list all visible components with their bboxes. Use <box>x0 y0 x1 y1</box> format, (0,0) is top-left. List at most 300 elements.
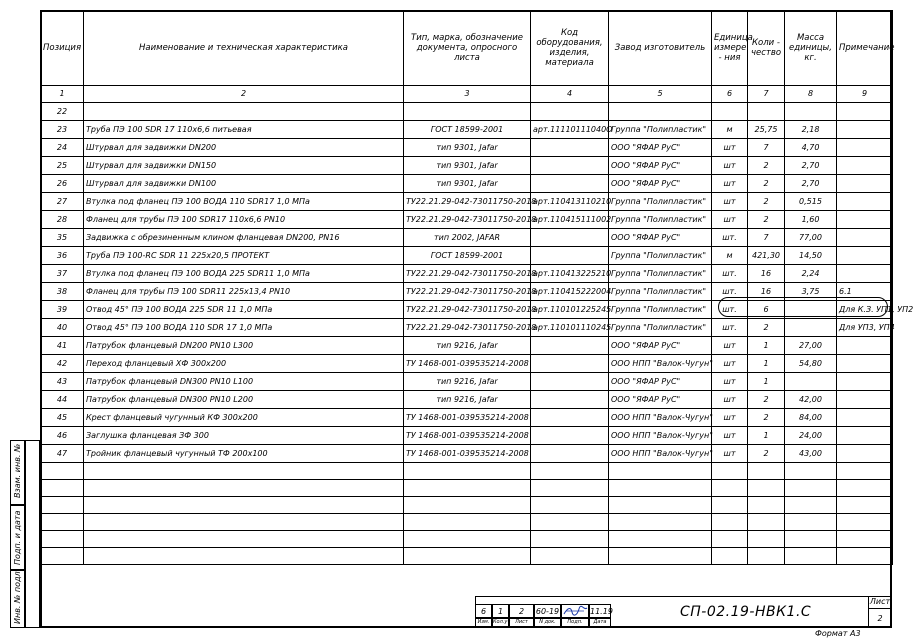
cell-pos: 47 <box>41 445 84 463</box>
column-number: 4 <box>531 86 609 103</box>
cell-code <box>531 175 609 193</box>
cell-name: Штурвал для задвижки DN100 <box>84 175 404 193</box>
cell-maker: ООО НПП "Валок-Чугун" <box>609 427 712 445</box>
side-stamp-value-column <box>25 440 40 628</box>
cell-qty: 2 <box>748 409 785 427</box>
cell-code: арт.110413110210 <box>531 193 609 211</box>
header-position: Позиция <box>41 11 84 86</box>
cell-type: тип 9216, Jafar <box>404 337 531 355</box>
cell-qty: 2 <box>748 175 785 193</box>
tb-list-label: Лист <box>509 618 534 628</box>
cell-mass: 2,18 <box>785 121 837 139</box>
cell-pos: 28 <box>41 211 84 229</box>
cell-type: ТУ 1468-001-039535214-2008 <box>404 427 531 445</box>
cell-type: ТУ22.21.29-042-73011750-2018 <box>404 193 531 211</box>
empty-cell <box>748 531 785 548</box>
cell-maker <box>609 103 712 121</box>
empty-cell <box>785 514 837 531</box>
table-row <box>41 373 893 391</box>
cell-pos: 43 <box>41 373 84 391</box>
cell-unit: шт. <box>712 283 748 301</box>
cell-name: Фланец для трубы ПЭ 100 SDR17 110х6,6 PN10 <box>84 211 404 229</box>
empty-row <box>41 531 893 548</box>
cell-unit: шт <box>712 193 748 211</box>
cell-note <box>837 265 893 283</box>
cell-unit: шт <box>712 355 748 373</box>
cell-pos: 27 <box>41 193 84 211</box>
cell-name: Втулка под фланец ПЭ 100 ВОДА 225 SDR11 1,0 МПа <box>84 265 404 283</box>
cell-unit: м <box>712 247 748 265</box>
cell-note <box>837 409 893 427</box>
cell-type: ТУ 1468-001-039535214-2008 <box>404 409 531 427</box>
cell-qty: 1 <box>748 337 785 355</box>
cell-type: ТУ 1468-001-039535214-2008 <box>404 445 531 463</box>
empty-cell <box>748 463 785 480</box>
cell-maker: Группа "Полипластик" <box>609 301 712 319</box>
cell-unit: шт. <box>712 301 748 319</box>
cell-mass: 2,70 <box>785 157 837 175</box>
table-row <box>41 319 893 337</box>
cell-name: Труба ПЭ 100-RC SDR 11 225х20,5 ПРОТЕКТ <box>84 247 404 265</box>
cell-code: арт.110413225210 <box>531 265 609 283</box>
header-row <box>41 11 893 86</box>
cell-pos: 40 <box>41 319 84 337</box>
cell-code: арт.110101225245 <box>531 301 609 319</box>
cell-unit: шт <box>712 409 748 427</box>
table-row <box>41 445 893 463</box>
empty-cell <box>785 531 837 548</box>
tb-date-label: Дата <box>589 618 611 628</box>
empty-cell <box>84 514 404 531</box>
column-number: 9 <box>837 86 893 103</box>
cell-code <box>531 229 609 247</box>
empty-cell <box>404 514 531 531</box>
empty-cell <box>84 531 404 548</box>
table-row <box>41 337 893 355</box>
cell-unit: шт <box>712 337 748 355</box>
cell-mass: 14,50 <box>785 247 837 265</box>
cell-maker: Группа "Полипластик" <box>609 247 712 265</box>
cell-code <box>531 103 609 121</box>
cell-pos: 42 <box>41 355 84 373</box>
empty-cell <box>531 531 609 548</box>
cell-type: тип 9216, Jafar <box>404 391 531 409</box>
cell-code: арт.110415111002 <box>531 211 609 229</box>
header-maker: Завод изготовитель <box>609 11 712 86</box>
cell-note <box>837 247 893 265</box>
cell-pos: 37 <box>41 265 84 283</box>
empty-cell <box>84 548 404 565</box>
cell-qty: 421,30 <box>748 247 785 265</box>
column-number: 5 <box>609 86 712 103</box>
cell-name: Втулка под фланец ПЭ 100 ВОДА 110 SDR17 1,0 МПа <box>84 193 404 211</box>
table-row <box>41 211 893 229</box>
cell-qty: 1 <box>748 355 785 373</box>
empty-row <box>41 548 893 565</box>
cell-type: ТУ 1468-001-039535214-2008 <box>404 355 531 373</box>
cell-qty <box>748 103 785 121</box>
empty-cell <box>748 514 785 531</box>
column-number-row <box>41 86 893 103</box>
format-label: Формат А3 <box>815 629 861 638</box>
cell-qty: 6 <box>748 301 785 319</box>
empty-cell <box>785 480 837 497</box>
cell-note <box>837 373 893 391</box>
cell-type: ГОСТ 18599-2001 <box>404 247 531 265</box>
empty-cell <box>609 548 712 565</box>
empty-cell <box>609 514 712 531</box>
cell-note <box>837 193 893 211</box>
table-row <box>41 139 893 157</box>
cell-qty: 2 <box>748 211 785 229</box>
empty-cell <box>531 480 609 497</box>
cell-unit: шт <box>712 175 748 193</box>
table-row <box>41 121 893 139</box>
empty-cell <box>748 480 785 497</box>
cell-pos: 22 <box>41 103 84 121</box>
cell-pos: 25 <box>41 157 84 175</box>
cell-type: ТУ22.21.29-042-73011750-2018 <box>404 283 531 301</box>
empty-cell <box>404 463 531 480</box>
cell-maker: Группа "Полипластик" <box>609 121 712 139</box>
column-number: 8 <box>785 86 837 103</box>
empty-cell <box>41 531 84 548</box>
side-stamp-inv: Инв. № подл. <box>13 568 22 624</box>
cell-name: Отвод 45° ПЭ 100 ВОДА 225 SDR 11 1,0 МПа <box>84 301 404 319</box>
cell-mass: 42,00 <box>785 391 837 409</box>
cell-qty: 2 <box>748 319 785 337</box>
tb-podp-label: Подп. <box>561 618 589 628</box>
empty-cell <box>41 497 84 514</box>
cell-name: Штурвал для задвижки DN200 <box>84 139 404 157</box>
empty-cell <box>609 497 712 514</box>
empty-row <box>41 497 893 514</box>
table-row <box>41 409 893 427</box>
cell-code <box>531 337 609 355</box>
cell-pos: 38 <box>41 283 84 301</box>
empty-cell <box>712 497 748 514</box>
tb-izm-value: 6 <box>475 604 492 618</box>
cell-name: Задвижка с обрезиненным клином фланцевая DN200, PN16 <box>84 229 404 247</box>
empty-cell <box>609 463 712 480</box>
table-row <box>41 355 893 373</box>
cell-code <box>531 157 609 175</box>
empty-row <box>41 514 893 531</box>
cell-code: арт.11110111040О <box>531 121 609 139</box>
cell-maker: ООО НПП "Валок-Чугун" <box>609 445 712 463</box>
cell-mass: 54,80 <box>785 355 837 373</box>
cell-qty: 7 <box>748 139 785 157</box>
cell-qty: 2 <box>748 157 785 175</box>
cell-maker: Группа "Полипластик" <box>609 319 712 337</box>
cell-type: тип 2002, JAFAR <box>404 229 531 247</box>
cell-mass <box>785 373 837 391</box>
cell-note <box>837 175 893 193</box>
cell-maker: ООО "ЯФАР РуС" <box>609 175 712 193</box>
cell-maker: ООО НПП "Валок-Чугун" <box>609 355 712 373</box>
cell-pos: 23 <box>41 121 84 139</box>
column-number: 6 <box>712 86 748 103</box>
side-stamp-podp: Подп. и дата <box>13 510 22 565</box>
cell-name: Штурвал для задвижки DN150 <box>84 157 404 175</box>
cell-pos: 35 <box>41 229 84 247</box>
cell-note <box>837 337 893 355</box>
revision-cloud <box>718 297 888 317</box>
side-stamp-vzam: Взам. инв. № <box>13 443 22 498</box>
cell-unit: шт <box>712 157 748 175</box>
empty-cell <box>837 531 893 548</box>
header-qty: Коли - чество <box>748 11 785 86</box>
cell-qty: 1 <box>748 373 785 391</box>
empty-cell <box>785 463 837 480</box>
cell-pos: 39 <box>41 301 84 319</box>
cell-note <box>837 103 893 121</box>
cell-type <box>404 103 531 121</box>
tb-ndok-value: 60-19 <box>534 604 561 618</box>
tb-sheet-number: 2 <box>868 608 892 628</box>
empty-cell <box>41 548 84 565</box>
empty-cell <box>712 480 748 497</box>
table-row <box>41 427 893 445</box>
cell-qty: 2 <box>748 193 785 211</box>
cell-pos: 26 <box>41 175 84 193</box>
cell-type: ГОСТ 18599-2001 <box>404 121 531 139</box>
cell-mass: 4,70 <box>785 139 837 157</box>
cell-name: Патрубок фланцевый DN300 PN10 L200 <box>84 391 404 409</box>
cell-name: Патрубок фланцевый DN300 PN10 L100 <box>84 373 404 391</box>
cell-type: тип 9301, Jafar <box>404 175 531 193</box>
cell-type: ТУ22.21.29-042-73011750-2018 <box>404 211 531 229</box>
cell-qty: 2 <box>748 391 785 409</box>
cell-unit <box>712 103 748 121</box>
cell-code <box>531 373 609 391</box>
table-row <box>41 175 893 193</box>
tb-kol-label: Кол.уч <box>492 618 509 628</box>
cell-maker: Группа "Полипластик" <box>609 211 712 229</box>
cell-code: арт.110101110245 <box>531 319 609 337</box>
cell-pos: 41 <box>41 337 84 355</box>
cell-mass: 1,60 <box>785 211 837 229</box>
cell-maker: ООО НПП "Валок-Чугун" <box>609 409 712 427</box>
cell-name: Труба ПЭ 100 SDR 17 110х6,6 питьевая <box>84 121 404 139</box>
cell-maker: ООО "ЯФАР РуС" <box>609 391 712 409</box>
cell-type: тип 9301, Jafar <box>404 157 531 175</box>
cell-unit: шт <box>712 445 748 463</box>
cell-name <box>84 103 404 121</box>
empty-row <box>41 480 893 497</box>
cell-note <box>837 229 893 247</box>
empty-cell <box>41 463 84 480</box>
table-row <box>41 103 893 121</box>
cell-name: Переход фланцевый ХФ 300х200 <box>84 355 404 373</box>
cell-unit: шт <box>712 373 748 391</box>
cell-qty: 2 <box>748 445 785 463</box>
empty-cell <box>531 463 609 480</box>
empty-row <box>41 463 893 480</box>
cell-code <box>531 391 609 409</box>
cell-code <box>531 427 609 445</box>
empty-cell <box>404 548 531 565</box>
empty-cell <box>531 548 609 565</box>
empty-cell <box>748 548 785 565</box>
cell-note <box>837 121 893 139</box>
cell-mass: 2,24 <box>785 265 837 283</box>
cell-mass: 27,00 <box>785 337 837 355</box>
empty-cell <box>404 497 531 514</box>
cell-qty: 7 <box>748 229 785 247</box>
empty-cell <box>404 480 531 497</box>
cell-note <box>837 427 893 445</box>
cell-note <box>837 211 893 229</box>
empty-cell <box>531 497 609 514</box>
cell-unit: шт <box>712 391 748 409</box>
empty-cell <box>837 463 893 480</box>
header-unit: Единица измере - ния <box>712 11 748 86</box>
empty-cell <box>84 480 404 497</box>
cell-note: Для УП3, УП4 <box>837 319 893 337</box>
tb-signature-cell <box>561 604 589 618</box>
cell-name: Крест фланцевый чугунный КФ 300х200 <box>84 409 404 427</box>
empty-cell <box>41 514 84 531</box>
empty-cell <box>712 514 748 531</box>
table-row <box>41 157 893 175</box>
cell-code: арт.110415222004 <box>531 283 609 301</box>
cell-mass: 77,00 <box>785 229 837 247</box>
column-number: 1 <box>41 86 84 103</box>
cell-mass <box>785 319 837 337</box>
cell-pos: 44 <box>41 391 84 409</box>
cell-type: ТУ22.21.29-042-73011750-2018 <box>404 265 531 283</box>
empty-cell <box>837 480 893 497</box>
cell-maker: ООО "ЯФАР РуС" <box>609 157 712 175</box>
empty-cell <box>837 548 893 565</box>
cell-pos: 24 <box>41 139 84 157</box>
cell-mass: 0,515 <box>785 193 837 211</box>
cell-name: Патрубок фланцевый DN200 PN10 L300 <box>84 337 404 355</box>
cell-code <box>531 355 609 373</box>
cell-code <box>531 409 609 427</box>
empty-cell <box>531 514 609 531</box>
column-number: 3 <box>404 86 531 103</box>
cell-name: Фланец для трубы ПЭ 100 SDR11 225х13,4 PN10 <box>84 283 404 301</box>
cell-mass: 2,70 <box>785 175 837 193</box>
empty-cell <box>837 497 893 514</box>
cell-mass: 3,75 <box>785 283 837 301</box>
cell-unit: м <box>712 121 748 139</box>
empty-cell <box>41 480 84 497</box>
cell-qty: 16 <box>748 283 785 301</box>
cell-name: Тройник фланцевый чугунный ТФ 200х100 <box>84 445 404 463</box>
table-row <box>41 193 893 211</box>
cell-code <box>531 139 609 157</box>
empty-cell <box>837 514 893 531</box>
column-number: 7 <box>748 86 785 103</box>
cell-unit: шт. <box>712 229 748 247</box>
cell-note <box>837 139 893 157</box>
tb-list-value: 2 <box>509 604 534 618</box>
cell-note <box>837 157 893 175</box>
cell-maker: Группа "Полипластик" <box>609 265 712 283</box>
empty-cell <box>712 548 748 565</box>
signature-icon <box>562 605 588 617</box>
cell-qty: 16 <box>748 265 785 283</box>
table-row <box>41 265 893 283</box>
header-name: Наименование и техническая характеристика <box>84 11 404 86</box>
specification-table <box>40 10 913 565</box>
tb-ndok-label: N док. <box>534 618 561 628</box>
cell-pos: 46 <box>41 427 84 445</box>
header-mass: Масса единицы, кг. <box>785 11 837 86</box>
cell-unit: шт <box>712 211 748 229</box>
cell-pos: 36 <box>41 247 84 265</box>
table-row <box>41 391 893 409</box>
empty-cell <box>785 497 837 514</box>
empty-cell <box>84 497 404 514</box>
cell-maker: ООО "ЯФАР РуС" <box>609 337 712 355</box>
cell-name: Отвод 45° ПЭ 100 ВОДА 110 SDR 17 1,0 МПа <box>84 319 404 337</box>
empty-cell <box>609 480 712 497</box>
table-row <box>41 229 893 247</box>
cell-maker: Группа "Полипластик" <box>609 193 712 211</box>
cell-pos: 45 <box>41 409 84 427</box>
cell-mass: 43,00 <box>785 445 837 463</box>
column-number: 2 <box>84 86 404 103</box>
cell-mass: 84,00 <box>785 409 837 427</box>
cell-qty: 25,75 <box>748 121 785 139</box>
cell-unit: шт <box>712 427 748 445</box>
empty-cell <box>712 531 748 548</box>
tb-kol-value: 1 <box>492 604 509 618</box>
cell-note: 6.1 <box>837 283 893 301</box>
document-code: СП-02.19-НВК1.С <box>680 604 812 620</box>
cell-unit: шт <box>712 139 748 157</box>
cell-note <box>837 391 893 409</box>
cell-unit: шт. <box>712 265 748 283</box>
cell-maker: ООО "ЯФАР РуС" <box>609 139 712 157</box>
cell-mass <box>785 103 837 121</box>
cell-name: Заглушка фланцевая ЗФ 300 <box>84 427 404 445</box>
cell-note <box>837 355 893 373</box>
tb-sheet-label: Лист <box>869 597 891 606</box>
empty-cell <box>712 463 748 480</box>
cell-note <box>837 445 893 463</box>
cell-qty: 1 <box>748 427 785 445</box>
cell-type: тип 9216, Jafar <box>404 373 531 391</box>
cell-code <box>531 247 609 265</box>
tb-date-value: 11.19 <box>589 604 611 618</box>
empty-cell <box>609 531 712 548</box>
header-type: Тип, марка, обозначение документа, опросного листа <box>404 11 531 86</box>
header-code: Код оборудования, изделия, материала <box>531 11 609 86</box>
empty-cell <box>84 463 404 480</box>
empty-cell <box>785 548 837 565</box>
cell-maker: ООО "ЯФАР РуС" <box>609 229 712 247</box>
table-row <box>41 247 893 265</box>
cell-type: ТУ22.21.29-042-73011750-2018 <box>404 319 531 337</box>
cell-unit: шт. <box>712 319 748 337</box>
cell-maker: ООО "ЯФАР РуС" <box>609 373 712 391</box>
cell-code <box>531 445 609 463</box>
cell-note: Для К.З. УП1, УП2 <box>837 301 893 319</box>
cell-type: тип 9301, Jafar <box>404 139 531 157</box>
cell-mass: 24,00 <box>785 427 837 445</box>
tb-izm-label: Изм. <box>475 618 492 628</box>
header-note: Примечание <box>837 11 893 86</box>
empty-cell <box>748 497 785 514</box>
cell-maker: Группа "Полипластик" <box>609 283 712 301</box>
empty-cell <box>404 531 531 548</box>
cell-type: ТУ22.21.29-042-73011750-2018 <box>404 301 531 319</box>
